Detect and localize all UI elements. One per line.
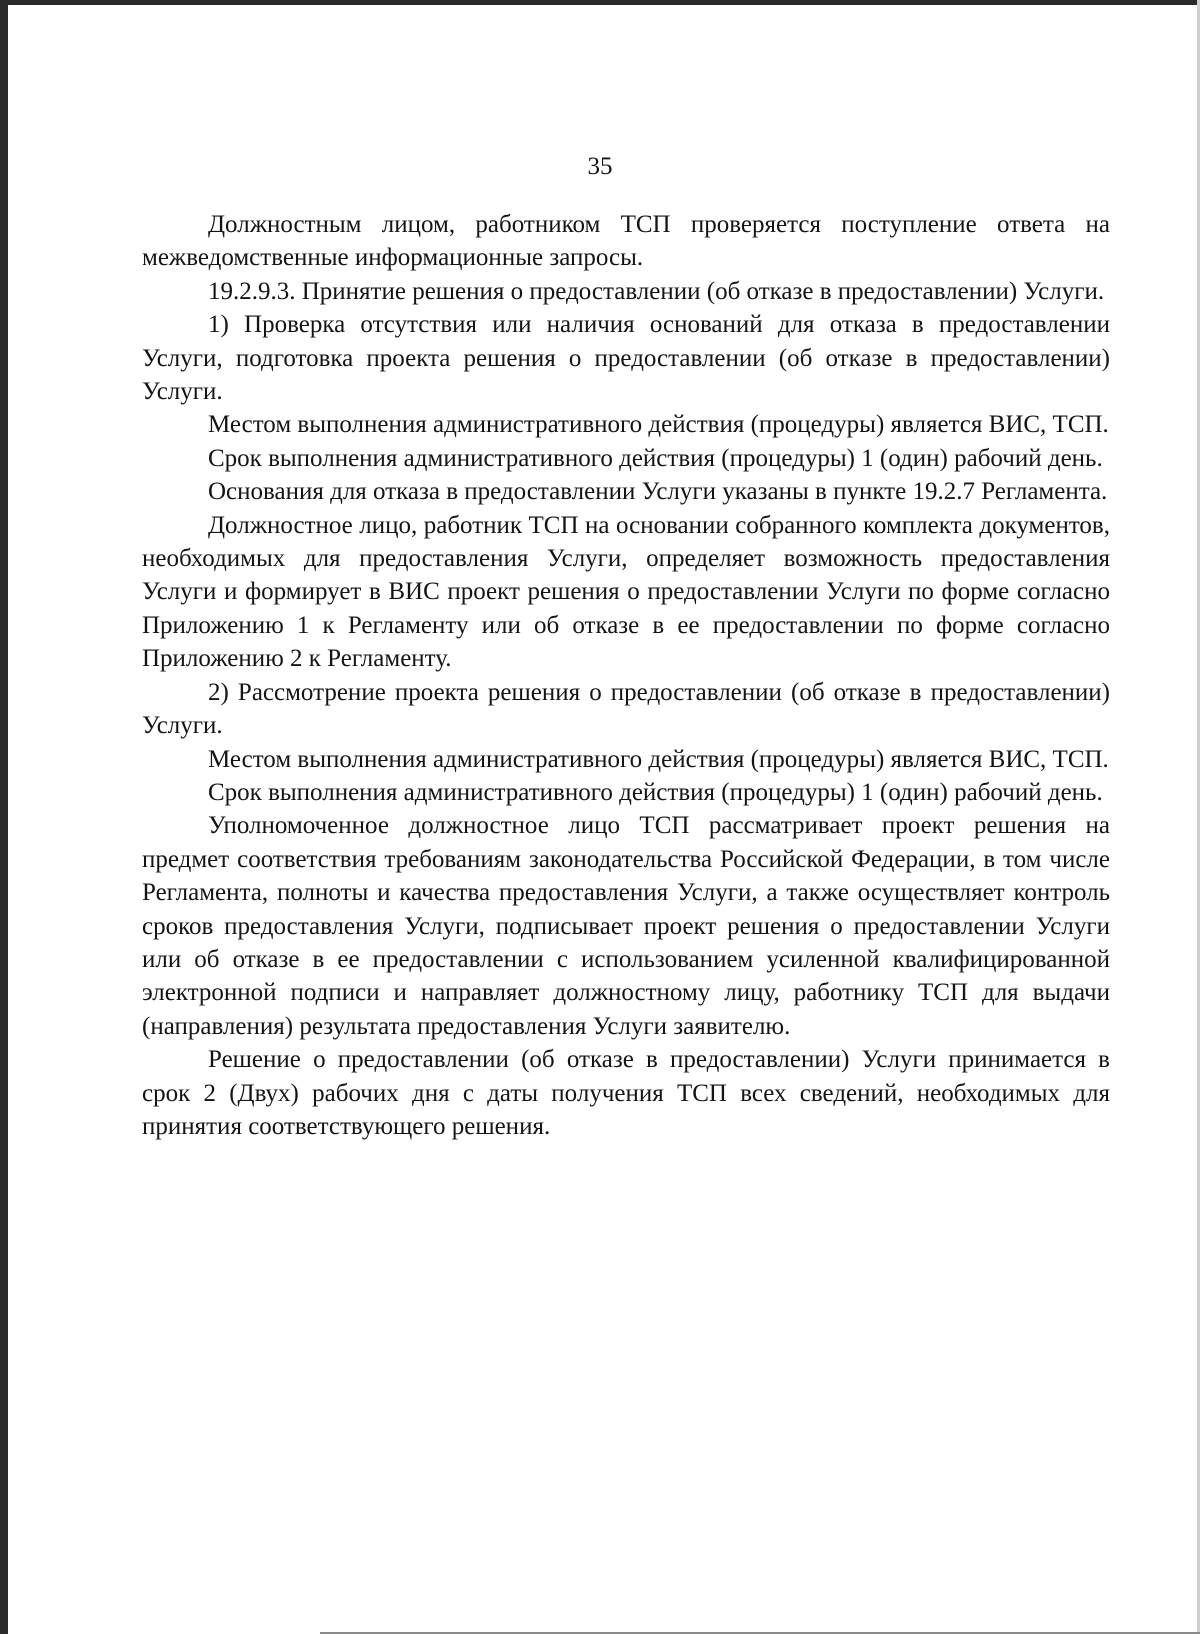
paragraph-5: Срок выполнения административного действия (процедуры) 1 (один) рабочий день. bbox=[208, 444, 1103, 472]
page-number: 35 bbox=[587, 153, 613, 180]
scan-edge-left bbox=[0, 0, 8, 1634]
scan-edge-top bbox=[0, 0, 1200, 5]
paragraph-4: Местом выполнения административного действия (процедуры) является ВИС, ТСП. bbox=[208, 411, 1109, 439]
paragraph-2: 19.2.9.3. Принятие решения о предоставлении (об отказе в предоставлении) Услуги. bbox=[208, 277, 1105, 305]
paragraph-6: Основания для отказа в предоставлении Услуги указаны в пункте 19.2.7 Регламента. bbox=[208, 478, 1108, 506]
paragraph-8: 2) Рассмотрение проекта решения о предоставлении (об отказе в предоставлении) Услуги. bbox=[142, 678, 1110, 740]
document-body bbox=[142, 208, 1110, 1143]
paragraph-12: Решение о предоставлении (об отказе в предоставлении) Услуги принимается в срок 2 (Двух) рабочих дня с даты получения ТСП всех сведений, необходимых для принятия соответствующего решения. bbox=[142, 1046, 1110, 1140]
paragraph-9: Местом выполнения административного действия (процедуры) является ВИС, ТСП. bbox=[208, 745, 1109, 773]
paragraph-10: Срок выполнения административного действия (процедуры) 1 (один) рабочий день. bbox=[208, 778, 1103, 806]
paragraph-3: 1) Проверка отсутствия или наличия оснований для отказа в предоставлении Услуги, подготовка проекта решения о предоставлении (об отказе в предоставлении) Услуги. bbox=[142, 311, 1110, 406]
paragraph-11: Уполномоченное должностное лицо ТСП рассматривает проект решения на предмет соответствия требованиям законодательства Российской Федерации, в том числе Регламента, полноты и качества предоставления Услуги, а также осуществляет контроль сроков предоставления Услуги, подписывает проект решения о предоставлении Услуги или об отказе в ее предоставлении с использованием усиленной квалифицированной электронной подписи и направляет должностному лицу, работнику ТСП для выдачи (направления) результата предоставления Услуги заявителю. bbox=[142, 812, 1110, 1040]
paragraph-7: Должностное лицо, работник ТСП на основании собранного комплекта документов, необходимых для предоставления Услуги, определяет возможность предоставления Услуги и формирует в ВИС проект решения о предоставлении Услуги по форме согласно Приложению 1 к Регламенту или об отказе в ее предоставлении по форме согласно Приложению 2 к Регламенту. bbox=[142, 511, 1110, 673]
paragraph-1: Должностным лицом, работником ТСП проверяется поступление ответа на межведомственные информационные запросы. bbox=[142, 211, 1110, 272]
